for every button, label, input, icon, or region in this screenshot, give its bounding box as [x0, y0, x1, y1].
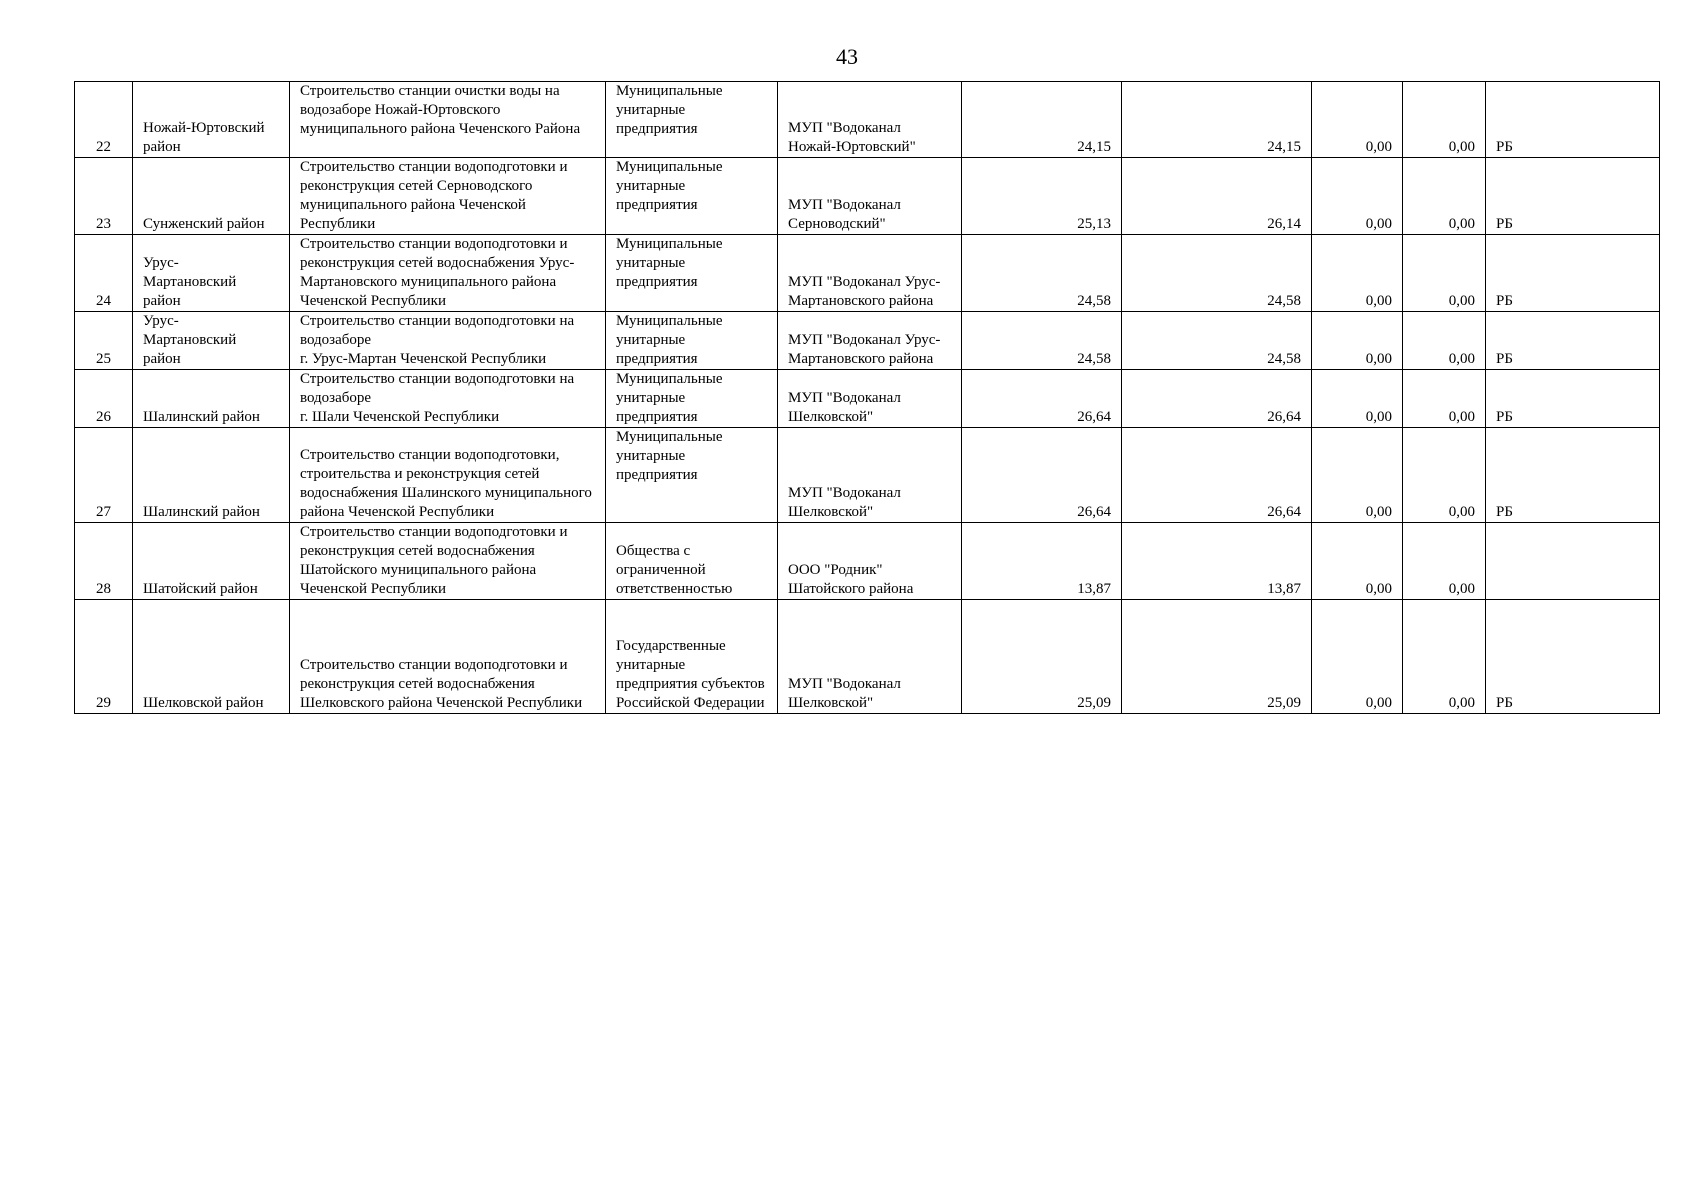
- row-number-cell: 25: [75, 312, 133, 370]
- organization-cell: ООО "Родник" Шатойского района: [778, 523, 962, 600]
- project-cell: Строительство станции водоподготовки и реконструкция сетей Серноводского муниципального района Чеченской Республики: [290, 158, 606, 235]
- table-row: [75, 312, 1660, 370]
- project-cell: Строительство станции водоподготовки на водозаборе г. Шали Чеченской Республики: [290, 370, 606, 428]
- project-cell: Строительство станции водоподготовки и реконструкция сетей водоснабжения Шатойского муниципального района Чеченской Республики: [290, 523, 606, 600]
- table-row: [75, 428, 1660, 523]
- project-cell: Строительство станции водоподготовки, строительства и реконструкция сетей водоснабжения Шалинского муниципального района Чеченской Республики: [290, 428, 606, 523]
- table-row: [75, 235, 1660, 312]
- value-cell: 0,00: [1403, 428, 1486, 523]
- funding-source-cell: РБ: [1486, 600, 1660, 714]
- value-cell: 24,58: [1122, 235, 1312, 312]
- value-cell: 24,58: [1122, 312, 1312, 370]
- page-number: 43: [836, 44, 858, 69]
- program-table: [74, 81, 1660, 714]
- value-cell: 0,00: [1403, 600, 1486, 714]
- value-cell: 0,00: [1312, 370, 1403, 428]
- value-cell: 25,13: [962, 158, 1122, 235]
- district-cell: Ножай-Юртовский район: [133, 82, 290, 158]
- org-type-cell: Муниципальные унитарные предприятия: [606, 158, 778, 235]
- value-cell: 0,00: [1312, 428, 1403, 523]
- org-type-cell: Муниципальные унитарные предприятия: [606, 370, 778, 428]
- district-cell: Шатойский район: [133, 523, 290, 600]
- project-cell: Строительство станции очистки воды на водозаборе Ножай-Юртовского муниципального района Чеченского Района: [290, 82, 606, 158]
- table-row: [75, 523, 1660, 600]
- table-row: [75, 82, 1660, 158]
- value-cell: 24,58: [962, 312, 1122, 370]
- project-cell: Строительство станции водоподготовки и реконструкция сетей водоснабжения Шелковского района Чеченской Республики: [290, 600, 606, 714]
- funding-source-cell: РБ: [1486, 428, 1660, 523]
- district-cell: Урус- Мартановский район: [133, 235, 290, 312]
- value-cell: 0,00: [1403, 82, 1486, 158]
- row-number-cell: 27: [75, 428, 133, 523]
- funding-source-cell: РБ: [1486, 312, 1660, 370]
- project-cell: Строительство станции водоподготовки и реконструкция сетей водоснабжения Урус-Мартановского муниципального района Чеченской Республики: [290, 235, 606, 312]
- funding-source-cell: [1486, 523, 1660, 600]
- district-cell: Сунженский район: [133, 158, 290, 235]
- org-type-cell: Государственные унитарные предприятия субъектов Российской Федерации: [606, 600, 778, 714]
- funding-source-cell: РБ: [1486, 82, 1660, 158]
- value-cell: 0,00: [1312, 158, 1403, 235]
- funding-source-cell: РБ: [1486, 158, 1660, 235]
- org-type-cell: Общества с ограниченной ответственностью: [606, 523, 778, 600]
- value-cell: 0,00: [1312, 82, 1403, 158]
- organization-cell: МУП "Водоканал Урус-Мартановского района: [778, 312, 962, 370]
- district-cell: Урус- Мартановский район: [133, 312, 290, 370]
- value-cell: 0,00: [1312, 600, 1403, 714]
- value-cell: 25,09: [962, 600, 1122, 714]
- district-cell: Шелковской район: [133, 600, 290, 714]
- value-cell: 24,58: [962, 235, 1122, 312]
- funding-source-cell: РБ: [1486, 235, 1660, 312]
- value-cell: 25,09: [1122, 600, 1312, 714]
- org-type-cell: Муниципальные унитарные предприятия: [606, 312, 778, 370]
- row-number-cell: 28: [75, 523, 133, 600]
- organization-cell: МУП "Водоканал Шелковской": [778, 370, 962, 428]
- value-cell: 0,00: [1403, 523, 1486, 600]
- value-cell: 0,00: [1403, 312, 1486, 370]
- value-cell: 26,64: [962, 370, 1122, 428]
- row-number-cell: 23: [75, 158, 133, 235]
- value-cell: 26,64: [1122, 370, 1312, 428]
- organization-cell: МУП "Водоканал Ножай-Юртовский": [778, 82, 962, 158]
- row-number-cell: 24: [75, 235, 133, 312]
- table-row: [75, 370, 1660, 428]
- organization-cell: МУП "Водоканал Урус-Мартановского района: [778, 235, 962, 312]
- org-type-cell: Муниципальные унитарные предприятия: [606, 428, 778, 523]
- value-cell: 13,87: [1122, 523, 1312, 600]
- project-cell: Строительство станции водоподготовки на водозаборе г. Урус-Мартан Чеченской Республики: [290, 312, 606, 370]
- organization-cell: МУП "Водоканал Шелковской": [778, 600, 962, 714]
- organization-cell: МУП "Водоканал Серноводский": [778, 158, 962, 235]
- row-number-cell: 29: [75, 600, 133, 714]
- value-cell: 13,87: [962, 523, 1122, 600]
- org-type-cell: Муниципальные унитарные предприятия: [606, 235, 778, 312]
- table-row: [75, 158, 1660, 235]
- value-cell: 26,14: [1122, 158, 1312, 235]
- value-cell: 0,00: [1403, 235, 1486, 312]
- value-cell: 26,64: [1122, 428, 1312, 523]
- value-cell: 0,00: [1312, 235, 1403, 312]
- value-cell: 24,15: [962, 82, 1122, 158]
- value-cell: 0,00: [1312, 312, 1403, 370]
- row-number-cell: 22: [75, 82, 133, 158]
- value-cell: 0,00: [1403, 370, 1486, 428]
- row-number-cell: 26: [75, 370, 133, 428]
- district-cell: Шалинский район: [133, 370, 290, 428]
- org-type-cell: Муниципальные унитарные предприятия: [606, 82, 778, 158]
- district-cell: Шалинский район: [133, 428, 290, 523]
- value-cell: 0,00: [1312, 523, 1403, 600]
- funding-source-cell: РБ: [1486, 370, 1660, 428]
- value-cell: 0,00: [1403, 158, 1486, 235]
- value-cell: 24,15: [1122, 82, 1312, 158]
- organization-cell: МУП "Водоканал Шелковской": [778, 428, 962, 523]
- table-row: [75, 600, 1660, 714]
- value-cell: 26,64: [962, 428, 1122, 523]
